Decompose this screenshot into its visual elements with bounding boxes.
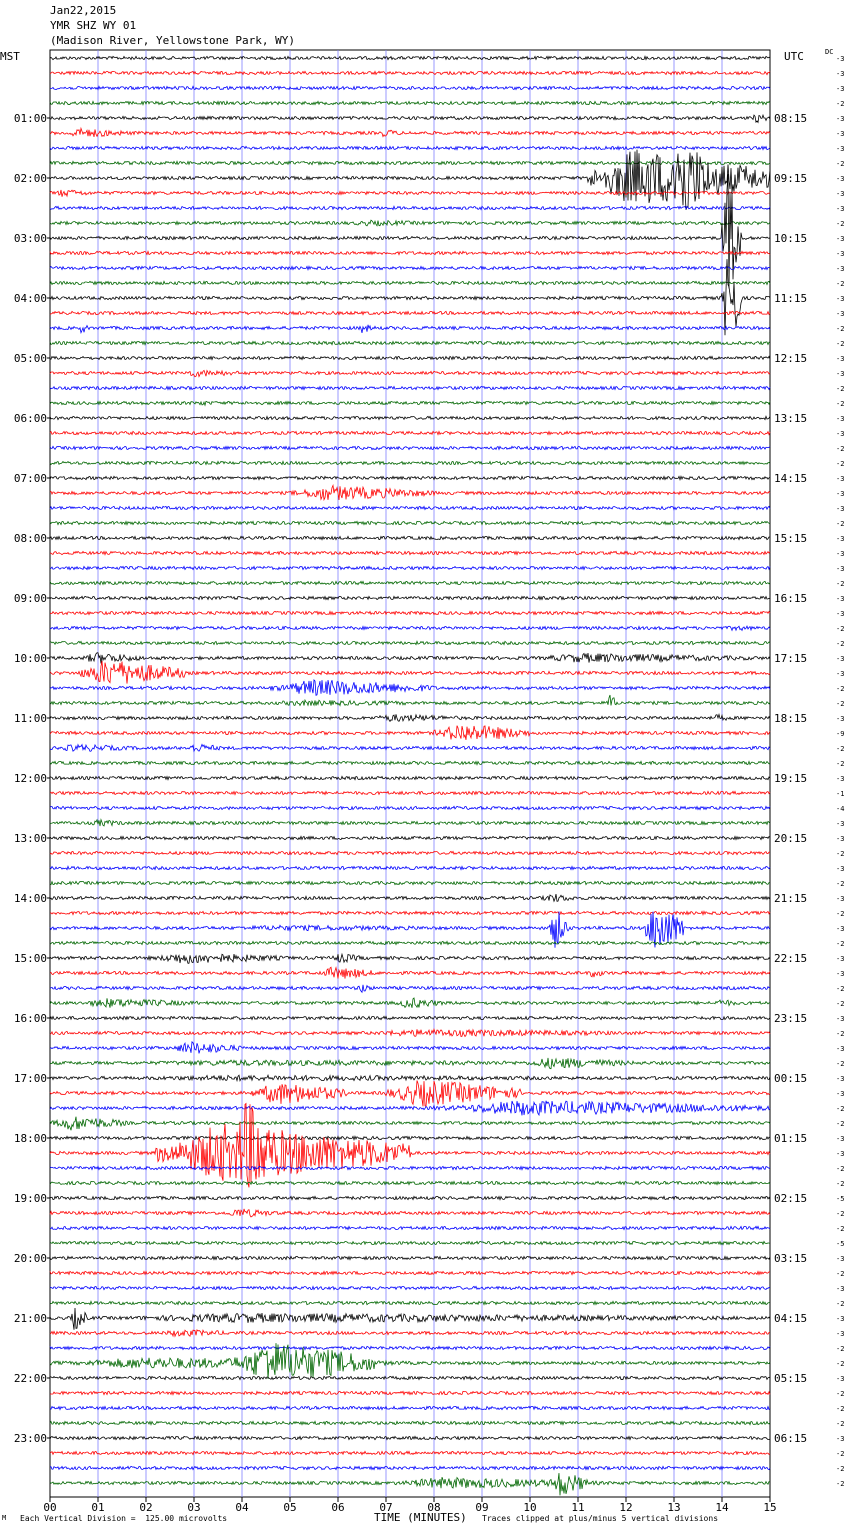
right-hour-label: 15:15	[774, 532, 808, 545]
trace-row	[50, 1226, 770, 1229]
dc-offset-label: -3	[836, 1075, 845, 1083]
dc-offset-label: -9	[836, 730, 845, 738]
dc-offset-label: -2	[836, 460, 845, 468]
dc-offset-label: -2	[836, 1000, 845, 1008]
dc-offset-label: -3	[836, 1090, 845, 1098]
x-tick-label: 15	[763, 1501, 777, 1514]
dc-offset-label: -3	[836, 310, 845, 318]
trace-row	[50, 401, 770, 405]
dc-offset-label: -3	[836, 250, 845, 258]
left-hour-label: 08:00	[13, 532, 47, 545]
x-tick-label: 12	[619, 1501, 633, 1514]
dc-offset-label: -3	[836, 1315, 845, 1323]
trace-row	[50, 101, 770, 104]
trace-row	[50, 626, 770, 630]
left-hour-label: 12:00	[13, 772, 47, 785]
trace-row	[50, 341, 770, 344]
left-hour-label: 05:00	[13, 352, 47, 365]
left-hour-label: 11:00	[13, 712, 47, 725]
trace-row	[50, 1346, 770, 1349]
trace-row	[50, 1101, 770, 1116]
dc-offset-label: -3	[836, 265, 845, 273]
left-hour-label: 06:00	[13, 412, 47, 425]
dc-offset-label: -2	[836, 1165, 845, 1173]
dc-offset-label: -2	[836, 1390, 845, 1398]
dc-offset-label: -3	[836, 175, 845, 183]
trace-row	[50, 985, 770, 993]
dc-offset-label: -3	[836, 955, 845, 963]
trace-row	[50, 744, 770, 751]
trace-row	[50, 680, 770, 695]
trace-row	[50, 1209, 770, 1217]
trace-row	[50, 311, 770, 314]
trace-row	[50, 1473, 770, 1495]
right-hour-label: 23:15	[774, 1012, 808, 1025]
dc-offset-label: -2	[836, 745, 845, 753]
dc-offset-label: -3	[836, 610, 845, 618]
trace-row	[50, 1301, 770, 1304]
trace-row	[50, 1166, 770, 1169]
x-tick-label: 05	[283, 1501, 297, 1514]
x-tick-label: 01	[91, 1501, 105, 1514]
trace-row	[50, 476, 770, 479]
left-hour-label: 07:00	[13, 472, 47, 485]
trace-row	[50, 1376, 770, 1379]
right-timezone-label: UTC	[784, 50, 804, 63]
trace-row	[50, 1016, 770, 1019]
trace-row	[50, 791, 770, 794]
trace-row	[50, 894, 770, 901]
left-timezone-label: MST	[0, 50, 20, 63]
dc-offset-label: -3	[836, 205, 845, 213]
left-hour-label: 09:00	[13, 592, 47, 605]
right-hour-label: 03:15	[774, 1252, 808, 1265]
trace-row	[50, 653, 770, 664]
trace-row	[50, 56, 770, 59]
dc-offset-label: -3	[836, 295, 845, 303]
dc-offset-label: -2	[836, 1300, 845, 1308]
trace-row	[50, 1241, 770, 1244]
dc-offset-label: -2	[836, 1480, 845, 1488]
dc-offset-label: -2	[836, 385, 845, 393]
trace-row	[50, 1286, 770, 1289]
dc-offset-label: -3	[836, 895, 845, 903]
dc-offset-label: -3	[836, 670, 845, 678]
dc-offset-label: -2	[836, 1120, 845, 1128]
trace-row	[50, 431, 770, 434]
dc-offset-label: -2	[836, 280, 845, 288]
trace-row	[50, 461, 770, 464]
right-hour-label: 01:15	[774, 1132, 808, 1145]
trace-row	[50, 1136, 770, 1139]
station-code: YMR SHZ WY 01	[50, 19, 137, 32]
trace-row	[50, 1117, 770, 1131]
trace-row	[50, 1075, 770, 1081]
dc-offset-label: -3	[836, 655, 845, 663]
right-hour-label: 06:15	[774, 1432, 808, 1445]
trace-row	[50, 71, 770, 74]
dc-offset-label: -2	[836, 1210, 845, 1218]
right-hour-label: 14:15	[774, 472, 808, 485]
dc-offset-label: -3	[836, 490, 845, 498]
dc-offset-label: -2	[836, 1345, 845, 1353]
dc-offset-label: -2	[836, 1270, 845, 1278]
x-tick-label: 03	[187, 1501, 201, 1514]
trace-row	[50, 1042, 770, 1054]
trace-row	[50, 356, 770, 359]
trace-row	[50, 641, 770, 644]
dc-offset-label: -3	[836, 55, 845, 63]
dc-offset-label: -3	[836, 1135, 845, 1143]
trace-row	[50, 281, 770, 284]
trace-row	[50, 581, 770, 584]
trace-row	[50, 128, 770, 137]
trace-row	[50, 220, 770, 226]
trace-row	[50, 1058, 770, 1069]
trace-row	[50, 695, 770, 706]
dc-offset-label: -5	[836, 1240, 845, 1248]
dc-offset-label: -3	[836, 835, 845, 843]
trace-row	[50, 1181, 770, 1184]
right-hour-label: 11:15	[774, 292, 808, 305]
corner-mark: M	[2, 1514, 7, 1522]
trace-row	[50, 881, 770, 884]
trace-row	[50, 486, 770, 501]
dc-offset-label: -3	[836, 925, 845, 933]
right-hour-label: 21:15	[774, 892, 808, 905]
trace-row	[50, 954, 770, 963]
dc-offset-label: -2	[836, 220, 845, 228]
left-hour-label: 19:00	[13, 1192, 47, 1205]
dc-offset-label: -2	[836, 850, 845, 858]
trace-row	[50, 806, 770, 809]
trace-row	[50, 446, 770, 449]
dc-offset-label: -3	[836, 865, 845, 873]
trace-row	[50, 1436, 770, 1439]
right-hour-label: 22:15	[774, 952, 808, 965]
dc-offset-label: -2	[836, 640, 845, 648]
dc-offset-label: -2	[836, 1450, 845, 1458]
right-hour-label: 16:15	[774, 592, 808, 605]
dc-offset-label: -3	[836, 1255, 845, 1263]
right-hour-label: 13:15	[774, 412, 808, 425]
right-hour-label: 05:15	[774, 1372, 808, 1385]
dc-offset-label: -3	[836, 145, 845, 153]
trace-row	[50, 1343, 770, 1379]
dc-offset-label: -2	[836, 325, 845, 333]
trace-row	[50, 416, 770, 419]
right-hour-label: 10:15	[774, 232, 808, 245]
dc-offset-label: -3	[836, 565, 845, 573]
left-hour-label: 14:00	[13, 892, 47, 905]
station-location: (Madison River, Yellowstone Park, WY)	[50, 34, 296, 47]
trace-row	[50, 206, 770, 209]
dc-offset-label: -3	[836, 1285, 845, 1293]
left-hour-label: 10:00	[13, 652, 47, 665]
x-tick-label: 13	[667, 1501, 681, 1514]
plot-frame	[50, 50, 770, 1497]
dc-offset-label: -2	[836, 160, 845, 168]
trace-row	[50, 370, 770, 376]
trace-row	[50, 776, 770, 779]
dc-offset-label: -3	[836, 1435, 845, 1443]
trace-row	[50, 1196, 770, 1199]
trace-row	[50, 1421, 770, 1424]
x-tick-label: 00	[43, 1501, 57, 1514]
dc-offset-label: -2	[836, 1360, 845, 1368]
left-hour-label: 18:00	[13, 1132, 47, 1145]
trace-row	[50, 761, 770, 764]
record-date: Jan22,2015	[50, 4, 117, 17]
right-hour-label: 00:15	[774, 1072, 808, 1085]
right-hour-label: 20:15	[774, 832, 808, 845]
dc-offset-label: -2	[836, 1105, 845, 1113]
dc-offset-label: -2	[836, 940, 845, 948]
trace-row	[50, 967, 770, 978]
right-hour-label: 09:15	[774, 172, 808, 185]
dc-offset-label: -2	[836, 1060, 845, 1068]
right-hour-label: 12:15	[774, 352, 808, 365]
dc-offset-header: DC	[825, 48, 834, 56]
trace-row	[50, 146, 770, 149]
dc-offset-label: -3	[836, 130, 845, 138]
dc-offset-label: -3	[836, 1045, 845, 1053]
dc-offset-label: -3	[836, 430, 845, 438]
trace-row	[50, 1104, 770, 1188]
trace-row	[50, 851, 770, 854]
trace-row	[50, 1330, 770, 1336]
dc-offset-label: -3	[836, 235, 845, 243]
dc-offset-label: -3	[836, 415, 845, 423]
trace-row	[50, 836, 770, 839]
trace-row	[50, 820, 770, 826]
dc-offset-label: -2	[836, 700, 845, 708]
trace-row	[50, 596, 770, 599]
dc-offset-label: -3	[836, 595, 845, 603]
dc-offset-label: -3	[836, 355, 845, 363]
dc-offset-label: -4	[836, 805, 845, 813]
dc-offset-label: -2	[836, 625, 845, 633]
left-hour-label: 16:00	[13, 1012, 47, 1025]
left-hour-label: 23:00	[13, 1432, 47, 1445]
trace-row	[50, 86, 770, 89]
dc-offset-label: -3	[836, 970, 845, 978]
trace-row	[50, 1406, 770, 1409]
left-hour-label: 21:00	[13, 1312, 47, 1325]
x-tick-label: 10	[523, 1501, 537, 1514]
right-hour-label: 18:15	[774, 712, 808, 725]
dc-offset-label: -2	[836, 985, 845, 993]
dc-offset-label: -3	[836, 70, 845, 78]
x-tick-label: 02	[139, 1501, 153, 1514]
trace-row	[50, 941, 770, 944]
trace-row	[50, 1451, 770, 1454]
left-hour-label: 20:00	[13, 1252, 47, 1265]
trace-row	[50, 150, 770, 210]
dc-offset-label: -2	[836, 340, 845, 348]
dc-offset-label: -2	[836, 910, 845, 918]
dc-offset-label: -2	[836, 685, 845, 693]
trace-row	[50, 115, 770, 122]
right-hour-label: 02:15	[774, 1192, 808, 1205]
trace-row	[50, 1308, 770, 1330]
dc-offset-label: -2	[836, 760, 845, 768]
x-tick-label: 14	[715, 1501, 729, 1514]
right-hour-label: 19:15	[774, 772, 808, 785]
dc-offset-label: -3	[836, 190, 845, 198]
left-hour-label: 03:00	[13, 232, 47, 245]
dc-offset-label: -2	[836, 1420, 845, 1428]
left-hour-label: 02:00	[13, 172, 47, 185]
trace-row	[50, 251, 770, 254]
trace-row	[50, 386, 770, 389]
left-hour-label: 15:00	[13, 952, 47, 965]
dc-offset-label: -1	[836, 790, 845, 798]
dc-offset-label: -5	[836, 1195, 845, 1203]
trace-row	[50, 1391, 770, 1394]
dc-offset-label: -2	[836, 400, 845, 408]
left-hour-label: 17:00	[13, 1072, 47, 1085]
dc-offset-label: -3	[836, 550, 845, 558]
trace-row	[50, 325, 770, 333]
dc-offset-label: -2	[836, 445, 845, 453]
x-tick-label: 04	[235, 1501, 249, 1514]
trace-row	[50, 1256, 770, 1259]
trace-row	[50, 1271, 770, 1274]
trace-row	[50, 566, 770, 569]
dc-offset-label: -2	[836, 580, 845, 588]
dc-offset-label: -2	[836, 1180, 845, 1188]
dc-offset-label: -3	[836, 475, 845, 483]
x-tick-label: 08	[427, 1501, 441, 1514]
right-hour-label: 08:15	[774, 112, 808, 125]
trace-row	[50, 661, 770, 684]
dc-offset-label: -3	[836, 370, 845, 378]
dc-offset-label: -3	[836, 715, 845, 723]
dc-offset-label: -3	[836, 1375, 845, 1383]
clip-note: Traces clipped at plus/minus 5 vertical divisions	[482, 1514, 719, 1523]
dc-offset-label: -3	[836, 1330, 845, 1338]
dc-offset-label: -2	[836, 100, 845, 108]
x-tick-label: 06	[331, 1501, 345, 1514]
dc-offset-label: -2	[836, 520, 845, 528]
trace-row	[50, 611, 770, 614]
right-hour-label: 17:15	[774, 652, 808, 665]
trace-row	[50, 1029, 770, 1036]
x-axis-title: TIME (MINUTES)	[374, 1511, 467, 1524]
trace-row	[50, 1081, 770, 1107]
left-hour-label: 04:00	[13, 292, 47, 305]
dc-offset-label: -3	[836, 775, 845, 783]
dc-offset-label: -2	[836, 880, 845, 888]
dc-offset-label: -2	[836, 1030, 845, 1038]
dc-offset-label: -3	[836, 535, 845, 543]
right-hour-label: 04:15	[774, 1312, 808, 1325]
dc-offset-label: -3	[836, 115, 845, 123]
x-tick-label: 07	[379, 1501, 393, 1514]
dc-offset-label: -3	[836, 505, 845, 513]
dc-offset-label: -3	[836, 85, 845, 93]
dc-offset-label: -2	[836, 1465, 845, 1473]
trace-row	[50, 536, 770, 539]
trace-row	[50, 726, 770, 740]
left-hour-label: 01:00	[13, 112, 47, 125]
trace-row	[50, 259, 770, 335]
dc-offset-label: -2	[836, 1225, 845, 1233]
dc-offset-label: -3	[836, 1150, 845, 1158]
dc-offset-label: -3	[836, 1015, 845, 1023]
left-hour-label: 13:00	[13, 832, 47, 845]
trace-row	[50, 866, 770, 869]
x-tick-label: 11	[571, 1501, 585, 1514]
trace-row	[50, 998, 770, 1008]
trace-row	[50, 1466, 770, 1469]
trace-row	[50, 161, 770, 164]
dc-offset-label: -2	[836, 1405, 845, 1413]
scale-note: Each Vertical Division = 125.00 microvolts	[20, 1514, 228, 1523]
left-hour-label: 22:00	[13, 1372, 47, 1385]
trace-row	[50, 714, 770, 721]
x-tick-label: 09	[475, 1501, 489, 1514]
trace-row	[50, 521, 770, 524]
trace-row	[50, 266, 770, 269]
trace-row	[50, 506, 770, 509]
trace-row	[50, 911, 770, 914]
trace-row	[50, 551, 770, 554]
dc-offset-label: -3	[836, 820, 845, 828]
